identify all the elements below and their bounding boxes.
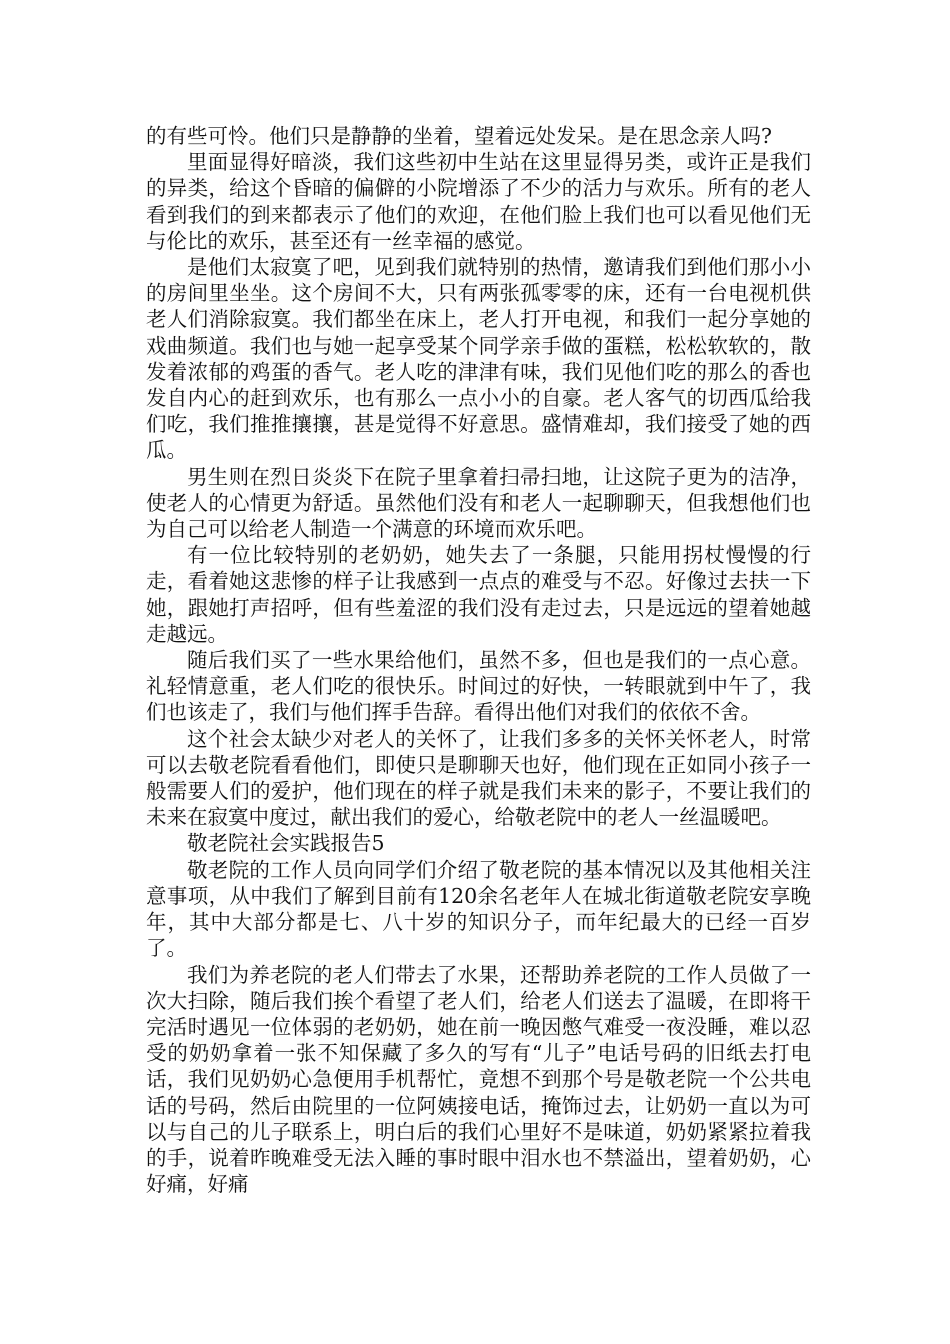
paragraph-6: 随后我们买了一些水果给他们，虽然不多，但也是我们的一点心意。礼轻情意重，老人们吃的很快乐。时间过的好快，一转眼就到中午了，我们也该走了，我们与他们挥手告辞。看得出他们对我们的依依不舍。 (146, 648, 811, 725)
section-heading: 敬老院社会实践报告5 (187, 831, 385, 856)
paragraph-9: 我们为养老院的老人们带去了水果，还帮助养老院的工作人员做了一次大扫除，随后我们挨个看望了老人们，给老人们送去了温暖，在即将干完活时遇见一位体弱的老奶奶，她在前一晚因憋气难受一夜没睡，难以忍受的奶奶拿着一张不知保藏了多久的写有“儿子”电话号码的旧纸去打电话，我们见奶奶心急便用手机帮忙，竟想不到那个号是敬老院一个公共电话的号码，然后由院里的一位阿姨接电话，掩饰过去，让奶奶一直以为可以与自己的儿子联系上，明白后的我们心里好不是味道，奶奶紧紧拉着我的手，说着昨晚难受无法入睡的事时眼中泪水也不禁溢出，望着奶奶，心好痛，好痛 (146, 962, 811, 1197)
paragraph-1: 的有些可怜。他们只是静静的坐着，望着远处发呆。是在思念亲人吗? (146, 124, 772, 148)
paragraph-5: 有一位比较特别的老奶奶，她失去了一条腿，只能用拐杖慢慢的行走，看着她这悲惨的样子让我感到一点点的难受与不忍。好像过去扶一下她，跟她打声招呼，但有些羞涩的我们没有走过去，只是远远的望着她越走越远。 (146, 543, 811, 646)
document-page (146, 123, 811, 1197)
paragraph-8: 敬老院的工作人员向同学们介绍了敬老院的基本情况以及其他相关注意事项，从中我们了解到目前有120余名老年人在城北街道敬老院安享晚年，其中大部分都是七、八十岁的知识分子，而年纪最大的已经一百岁了。 (146, 857, 811, 961)
paragraph-7: 这个社会太缺少对老人的关怀了，让我们多多的关怀关怀老人，时常可以去敬老院看看他们，即使只是聊聊天也好，他们现在正如同小孩子一般需要人们的爱护，他们现在的样子就是我们未来的影子，不要让我们的未来在寂寞中度过，献出我们的爱心，给敬老院中的老人一丝温暖吧。 (146, 726, 811, 830)
paragraph-3: 是他们太寂寞了吧，见到我们就特别的热情，邀请我们到他们那小小的房间里坐坐。这个房间不大，只有两张孤零零的床，还有一台电视机供老人们消除寂寞。我们都坐在床上，老人打开电视，和我们一起分享她的戏曲频道。我们也与她一起享受某个同学亲手做的蛋糕，松松软软的，散发着浓郁的鸡蛋的香气。老人吃的津津有味，我们见他们吃的那么的香也发自内心的赶到欢乐，也有那么一点小小的自豪。老人客气的切西瓜给我们吃，我们推推攘攘，甚是觉得不好意思。盛情难却，我们接受了她的西瓜。 (146, 255, 811, 463)
paragraph-2: 里面显得好暗淡，我们这些初中生站在这里显得另类，或许正是我们的异类，给这个昏暗的偏僻的小院增添了不少的活力与欢乐。所有的老人看到我们的到来都表示了他们的欢迎，在他们脸上我们也可以看见他们无与伦比的欢乐，甚至还有一丝幸福的感觉。 (146, 150, 811, 253)
paragraph-4: 男生则在烈日炎炎下在院子里拿着扫帚扫地，让这院子更为的洁净，使老人的心情更为舒适。虽然他们没有和老人一起聊聊天，但我想他们也为自己可以给老人制造一个满意的环境而欢乐吧。 (146, 464, 811, 542)
